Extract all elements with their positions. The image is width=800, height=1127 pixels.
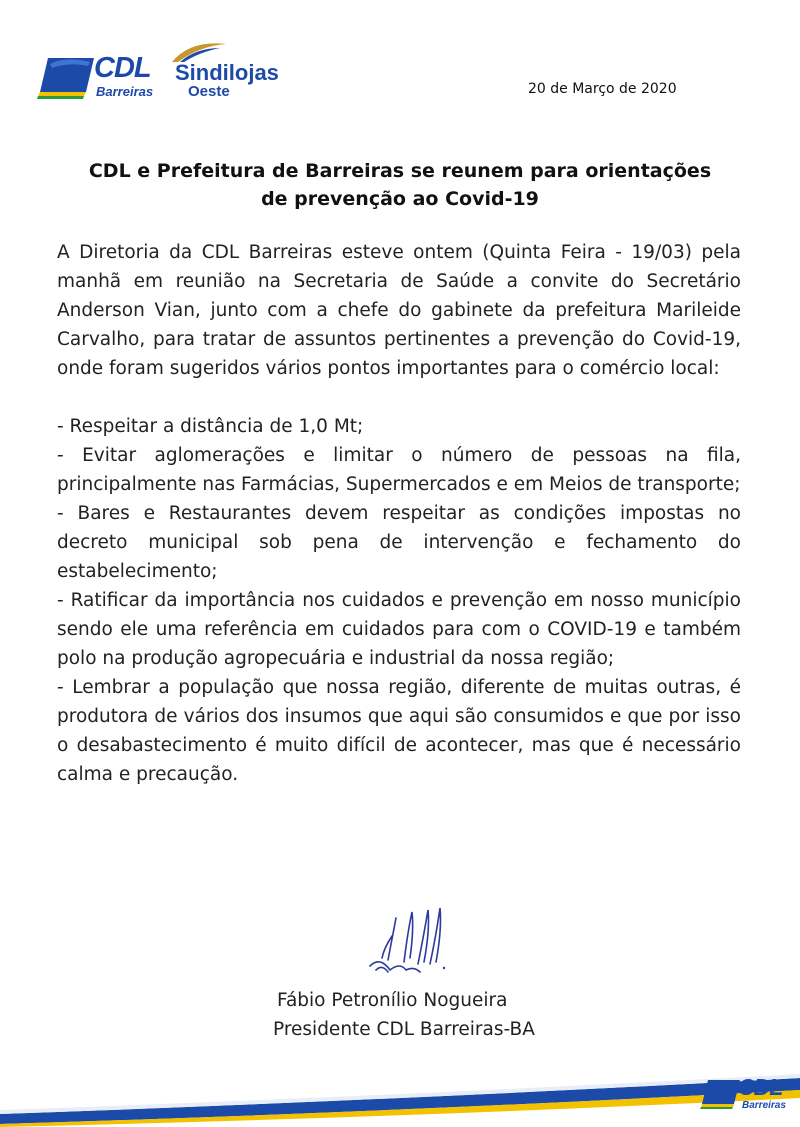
sindilojas-oeste-logo [170, 40, 300, 102]
document-title [60, 157, 740, 213]
title-line-2: de prevenção ao Covid-19 [261, 188, 539, 210]
cdl-emblem-icon [36, 52, 96, 100]
sindilojas-logo-sub: Oeste [188, 83, 230, 100]
footer-logo-name: CDL [738, 1074, 783, 1100]
list-item: - Ratificar da importância nos cuidados e prevenção em nosso município sendo ele uma referência em cuidados para com o COVID-19 e também polo na produção agropecuária e industrial da nossa região; [57, 590, 741, 669]
list-item: - Respeitar a distância de 1,0 Mt; [57, 416, 364, 437]
paragraph-spacer [57, 383, 741, 412]
cdl-barreiras-logo [36, 52, 166, 100]
list-item: - Lembrar a população que nossa região, diferente de muitas outras, é produtora de vários dos insumos que aqui são consumidos e que por isso o desabastecimento é muito difícil de acontecer, mas que é necessário calma e precaução. [57, 677, 741, 785]
signer-name: Fábio Petronílio Nogueira [277, 990, 508, 1011]
list-item: - Bares e Restaurantes devem respeitar as condições impostas no decreto municipal sob pena de intervenção e fechamento do estabelecimento; [57, 503, 741, 582]
list-item: - Evitar aglomerações e limitar o número de pessoas na fila, principalmente nas Farmácias, Supermercados e em Meios de transporte; [57, 445, 741, 495]
cdl-logo-sub: Barreiras [96, 84, 154, 99]
footer-band [0, 1060, 800, 1127]
footer-cdl-logo [700, 1074, 800, 1124]
footer-stripes [0, 1060, 800, 1127]
letterhead [0, 0, 800, 120]
footer-logo-sub: Barreiras [742, 1100, 786, 1111]
handwritten-signature [360, 900, 450, 980]
cdl-logo-name: CDL [94, 52, 151, 84]
document-body [57, 238, 741, 789]
intro-paragraph: A Diretoria da CDL Barreiras esteve ontem (Quinta Feira - 19/03) pela manhã em reunião na Secretaria de Saúde a convite do Secretário Anderson Vian, junto com a chefe do gabinete da prefeitura Marileide Carvalho, para tratar de assuntos pertinentes a prevenção do Covid-19, onde foram sugeridos vários pontos importantes para o comércio local: [57, 242, 741, 379]
signer-role: Presidente CDL Barreiras-BA [273, 1019, 535, 1040]
document-date: 20 de Março de 2020 [528, 81, 677, 97]
cdl-emblem-icon [700, 1074, 740, 1110]
sindilojas-logo-name: Sindilojas [175, 60, 279, 85]
title-line-1: CDL e Prefeitura de Barreiras se reunem para orientações [88, 160, 712, 182]
